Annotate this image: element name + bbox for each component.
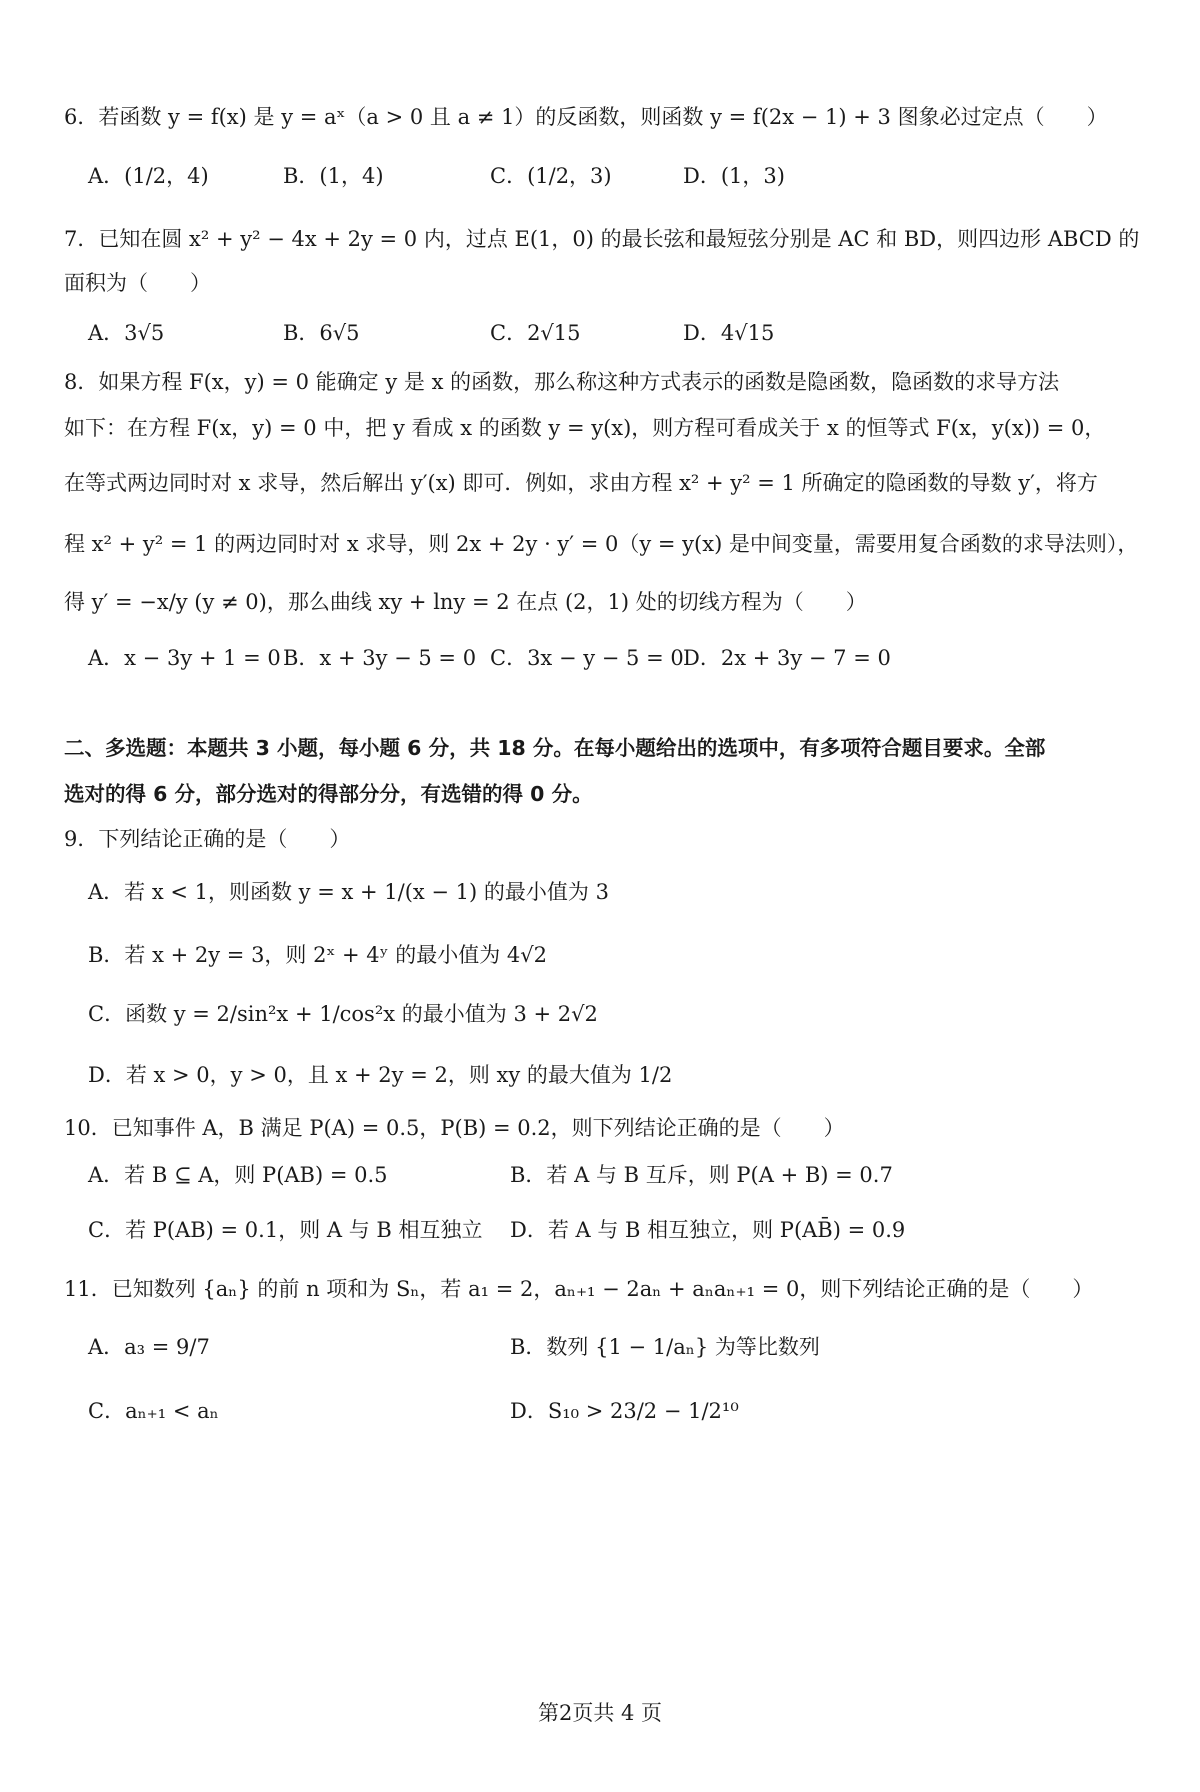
question-9-stem: 9．下列结论正确的是（ ） [64,827,351,851]
question-6-option-c: C．(1/2，3) [490,164,612,188]
question-6-stem: 6．若函数 y = f(x) 是 y = aˣ（a > 0 且 a ≠ 1）的反函数，则函数 y = f(2x − 1) + 3 图象必过定点（ ） [64,105,1108,129]
question-11-option-d: D．S₁₀ > 23/2 − 1/2¹⁰ [510,1399,739,1423]
question-8-line-1: 8．如果方程 F(x，y) = 0 能确定 y 是 x 的函数，那么称这种方式表示的函数是隐函数，隐函数的求导方法 [64,370,1060,394]
question-6-option-d: D．(1，3) [683,164,785,188]
question-11-option-c: C．aₙ₊₁ < aₙ [88,1399,219,1423]
question-8-option-b: B．x + 3y − 5 = 0 [283,646,477,670]
question-7-option-d: D．4√15 [683,321,775,345]
question-7-stem-cont: 面积为（ ） [64,271,211,295]
question-9-option-c: C．函数 y = 2/sin²x + 1/cos²x 的最小值为 3 + 2√2 [88,1002,598,1026]
question-7-option-c: C．2√15 [490,321,581,345]
question-8-option-a: A．x − 3y + 1 = 0 [88,646,281,670]
question-7-option-b: B．6√5 [283,321,360,345]
question-10-option-b: B．若 A 与 B 互斥，则 P(A + B) = 0.7 [510,1163,893,1187]
section-2-heading-cont: 选对的得 6 分，部分选对的得部分分，有选错的得 0 分。 [64,782,593,806]
question-10-stem: 10．已知事件 A，B 满足 P(A) = 0.5，P(B) = 0.2，则下列结论正确的是（ ） [64,1116,845,1140]
question-11-option-a: A．a₃ = 9/7 [88,1335,210,1359]
question-8-line-2: 如下：在方程 F(x，y) = 0 中，把 y 看成 x 的函数 y = y(x)，则方程可看成关于 x 的恒等式 F(x，y(x)) = 0， [64,416,1106,440]
question-8-line-5: 得 y′ = −x/y (y ≠ 0)，那么曲线 xy + lny = 2 在点 (2，1) 处的切线方程为（ ） [64,590,867,614]
question-10-option-d: D．若 A 与 B 相互独立，则 P(AB̄) = 0.9 [510,1218,906,1242]
question-7-option-a: A．3√5 [88,321,165,345]
question-8-option-d: D．2x + 3y − 7 = 0 [683,646,891,670]
question-8-option-c: C．3x − y − 5 = 0 [490,646,684,670]
question-6-option-a: A．(1/2，4) [88,164,209,188]
question-9-option-a: A．若 x < 1，则函数 y = x + 1/(x − 1) 的最小值为 3 [88,880,609,904]
question-8-line-3: 在等式两边同时对 x 求导，然后解出 y′(x) 即可．例如，求由方程 x² + y² = 1 所确定的隐函数的导数 y′，将方 [64,471,1098,495]
question-8-line-4: 程 x² + y² = 1 的两边同时对 x 求导，则 2x + 2y · y′ = 0（y = y(x) 是中间变量，需要用复合函数的求导法则）， [64,532,1139,556]
question-9-option-b: B．若 x + 2y = 3，则 2ˣ + 4ʸ 的最小值为 4√2 [88,943,548,967]
section-2-heading: 二、多选题：本题共 3 小题，每小题 6 分，共 18 分。在每小题给出的选项中，有多项符合题目要求。全部 [64,736,1046,760]
question-11-stem: 11．已知数列 {aₙ} 的前 n 项和为 Sₙ，若 a₁ = 2，aₙ₊₁ − 2aₙ + aₙaₙ₊₁ = 0，则下列结论正确的是（ ） [64,1277,1094,1301]
question-10-option-a: A．若 B ⊆ A，则 P(AB) = 0.5 [88,1163,388,1187]
question-9-option-d: D．若 x > 0，y > 0，且 x + 2y = 2，则 xy 的最大值为 1/2 [88,1063,673,1087]
question-10-option-c: C．若 P(AB) = 0.1，则 A 与 B 相互独立 [88,1218,483,1242]
question-6-option-b: B．(1，4) [283,164,384,188]
question-7-stem: 7．已知在圆 x² + y² − 4x + 2y = 0 内，过点 E(1，0) 的最长弦和最短弦分别是 AC 和 BD，则四边形 ABCD 的 [64,227,1140,251]
question-11-option-b: B．数列 {1 − 1/aₙ} 为等比数列 [510,1335,820,1359]
page-footer: 第2页共 4 页 [537,1701,663,1725]
